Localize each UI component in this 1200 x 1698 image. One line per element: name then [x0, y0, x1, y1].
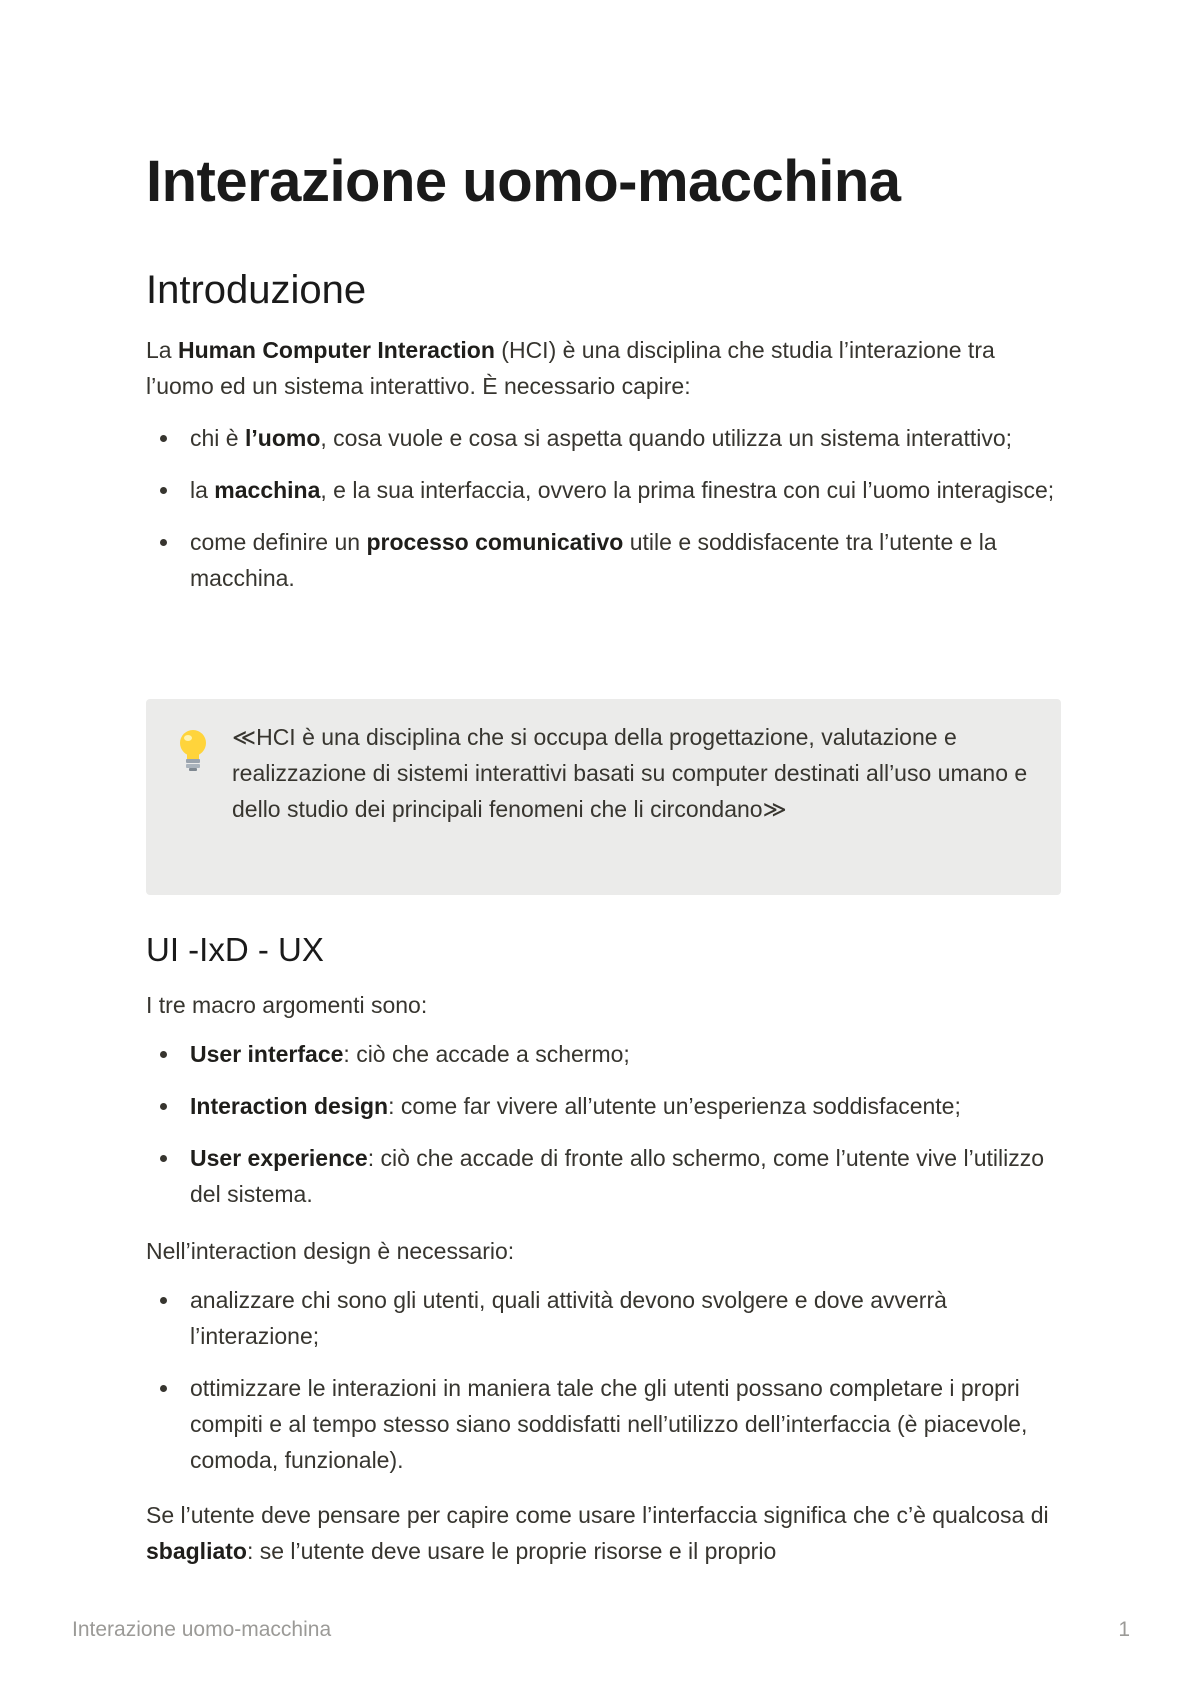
bold-term: Human Computer Interaction: [177, 337, 495, 363]
callout-text: ≪HCI è una disciplina che si occupa della progettazione, valutazione e realizzazione di sistemi interattivi basati su computer destinati all’uso umano e dello studio dei principali fenomeni che li circondano≫: [232, 724, 1028, 822]
lightbulb-icon: [176, 727, 210, 773]
paragraph: Se l’utente deve pensare per capire come usare l’interfaccia significa che c’è qualcosa di sbagliato: se l’utente deve usare le proprie risorse e il proprio: [146, 1502, 1049, 1564]
list-item: come definire un processo comunicativo utile e soddisfacente tra l’utente e la macchina.: [146, 524, 1061, 596]
bullet-icon: [160, 487, 167, 494]
page-title: Interazione uomo-macchina: [146, 149, 901, 214]
list-item: analizzare chi sono gli utenti, quali attività devono svolgere e dove avverrà l’interazione;: [146, 1282, 1061, 1354]
list-item: User interface: ciò che accade a schermo;: [146, 1036, 1061, 1072]
section-heading-introduzione: Introduzione: [146, 268, 367, 312]
bullet-icon: [160, 1051, 167, 1058]
intro-paragraph: La Human Computer Interaction (HCI) è una disciplina che studia l’interazione tra l’uomo ed un sistema interattivo. È necessario capire:: [146, 337, 995, 399]
macro-topics-list: [146, 1036, 1061, 1228]
callout-box: [146, 699, 1061, 895]
bullet-icon: [160, 539, 167, 546]
bullet-icon: [160, 1385, 167, 1392]
interaction-design-list: [146, 1282, 1061, 1494]
list-item: ottimizzare le interazioni in maniera tale che gli utenti possano completare i propri compiti e al tempo stesso siano soddisfatti nell’utilizzo dell’interfaccia (è piacevole, comoda, funzionale).: [146, 1370, 1061, 1478]
page-number: 1: [1118, 1618, 1130, 1641]
footer-title: Interazione uomo-macchina: [72, 1618, 332, 1641]
section-heading-ui-ixd-ux: UI -IxD - UX: [146, 931, 324, 968]
intro-bullet-list: [146, 420, 1061, 612]
bullet-icon: [160, 435, 167, 442]
list-item: User experience: ciò che accade di fronte allo schermo, come l’utente vive l’utilizzo del sistema.: [146, 1140, 1061, 1212]
list-item: chi è l’uomo, cosa vuole e cosa si aspetta quando utilizza un sistema interattivo;: [146, 420, 1061, 456]
list-item: Interaction design: come far vivere all’utente un’esperienza soddisfacente;: [146, 1088, 1061, 1124]
bullet-icon: [160, 1103, 167, 1110]
paragraph: I tre macro argomenti sono:: [146, 992, 428, 1018]
bullet-icon: [160, 1297, 167, 1304]
list-item: la macchina, e la sua interfaccia, ovvero la prima finestra con cui l’uomo interagisce;: [146, 472, 1061, 508]
bullet-icon: [160, 1155, 167, 1162]
paragraph: Nell’interaction design è necessario:: [146, 1238, 515, 1264]
